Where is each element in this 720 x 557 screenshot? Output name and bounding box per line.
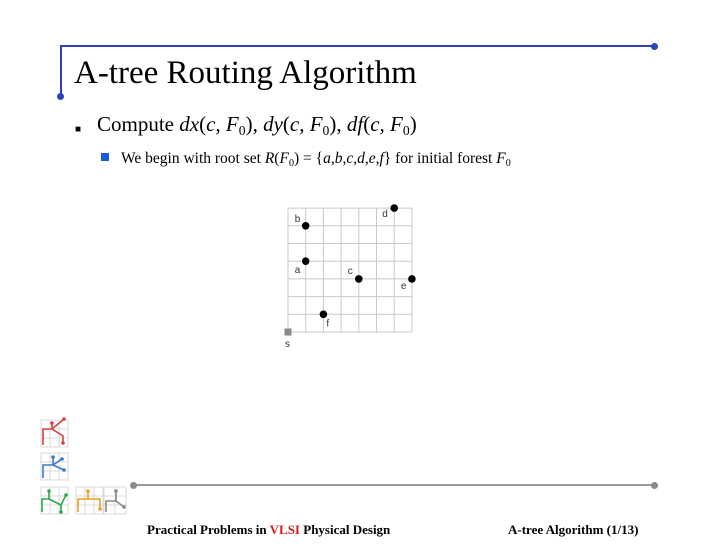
bullet1-prefix: Compute xyxy=(97,112,180,136)
sink-label-b: b xyxy=(294,213,301,225)
bullet-line-2 xyxy=(121,150,511,169)
R: R xyxy=(264,150,275,167)
top-rule-end-dot xyxy=(651,43,658,50)
sink-label-d: d xyxy=(382,209,388,221)
paren: ) xyxy=(409,112,417,136)
routing-grid-diagram xyxy=(270,195,440,355)
arg-c: c, xyxy=(206,112,226,136)
footer-left-pre: Practical Problems in xyxy=(147,522,270,537)
bullet1-dx: dx xyxy=(179,112,200,136)
paren: ( xyxy=(199,112,207,136)
footer-vlsi: VLSI xyxy=(269,522,300,537)
footer-rule-right-dot xyxy=(651,482,658,489)
sub-bullet-square-icon xyxy=(101,153,109,161)
sink-label-f: f xyxy=(326,318,330,330)
sub-0: 0 xyxy=(238,123,246,139)
sub-0: 0 xyxy=(505,158,511,170)
bullet-line-1 xyxy=(97,112,417,139)
arg-c: c, xyxy=(370,112,391,136)
paren: ) xyxy=(245,112,253,136)
footer-left-post: Physical Design xyxy=(300,522,391,537)
F: F xyxy=(496,150,506,167)
end: } for initial forest xyxy=(383,150,497,167)
sep: , xyxy=(252,112,264,136)
footer-rule-left-dot xyxy=(130,482,137,489)
footer-course-title xyxy=(147,522,390,538)
top-accent-rule xyxy=(61,45,655,47)
arg-F: F xyxy=(309,112,323,136)
sink-point-b xyxy=(302,222,310,230)
sub-0: 0 xyxy=(402,123,410,139)
mid: ) = { xyxy=(293,150,324,167)
arg-F: F xyxy=(225,112,239,136)
tree-logo xyxy=(36,415,131,520)
left-accent-rule xyxy=(60,45,62,95)
sink-point-d xyxy=(390,204,398,212)
sink-label-c: c xyxy=(347,265,353,277)
sub-0: 0 xyxy=(288,158,294,170)
bullet-square-icon: ■ xyxy=(75,124,82,135)
sink-point-c xyxy=(355,275,363,283)
sink-point-e xyxy=(408,275,416,283)
F: F xyxy=(279,150,289,167)
sink-point-f xyxy=(320,311,328,319)
arg-c: c, xyxy=(289,112,310,136)
source-pin xyxy=(285,329,292,336)
paren: ( xyxy=(274,150,280,167)
bullet1-df: df xyxy=(346,112,364,136)
sink-label-a: a xyxy=(294,265,301,277)
arg-F: F xyxy=(390,112,403,136)
slide-title: A-tree Routing Algorithm xyxy=(74,55,417,91)
footer-slide-number: A-tree Algorithm (1/13) xyxy=(508,522,639,537)
sub-0: 0 xyxy=(322,123,330,139)
source-label: s xyxy=(285,339,290,350)
bullet2-prefix: We begin with root set xyxy=(121,150,265,167)
root-set: a,b,c,d,e,f xyxy=(323,150,384,167)
sink-label-e: e xyxy=(400,280,407,292)
bullet1-dy: dy xyxy=(263,112,283,136)
sink-point-a xyxy=(302,257,310,265)
paren: ( xyxy=(282,112,290,136)
sep: , xyxy=(336,112,347,136)
paren: ) xyxy=(329,112,337,136)
paren: ( xyxy=(363,112,371,136)
left-rule-end-dot xyxy=(57,93,64,100)
footer-rule xyxy=(134,484,654,486)
